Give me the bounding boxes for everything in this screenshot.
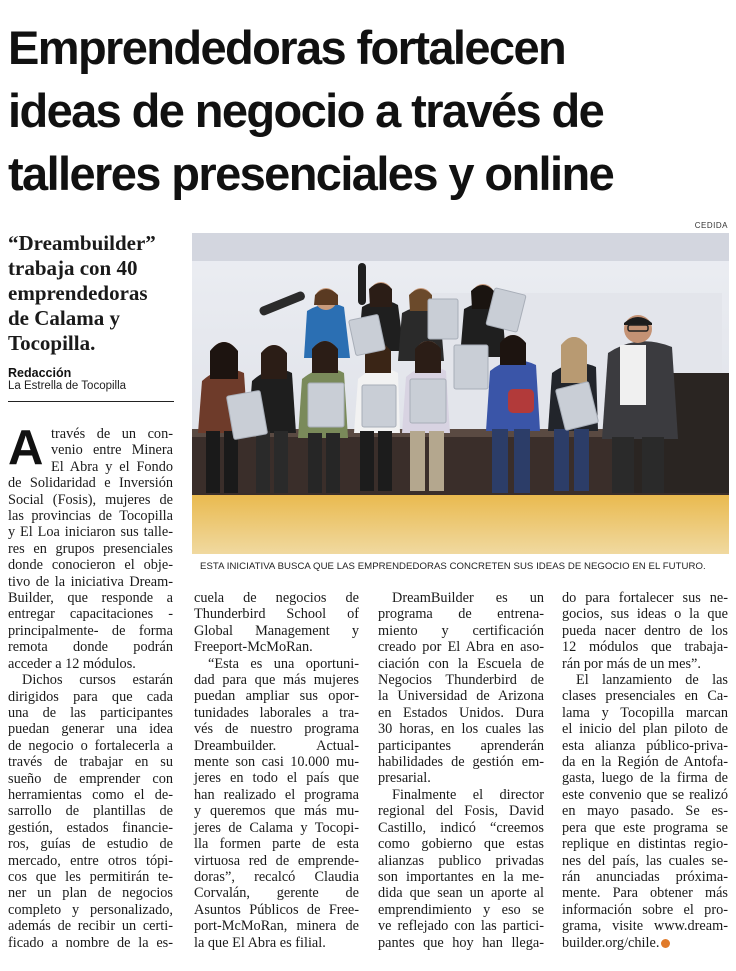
- text-line: res en grupos presenciales: [8, 540, 173, 557]
- headline: [8, 16, 732, 205]
- text-line: este convenio que se realizó: [562, 786, 728, 803]
- text-line: El Abra y el Fondo: [51, 458, 173, 475]
- drop-cap: A: [8, 421, 44, 475]
- text-line: gocios, sus ideas o la que: [562, 606, 728, 623]
- text-line: nes del país, las cuales se-: [562, 852, 728, 869]
- headline-line: talleres presenciales y online: [8, 147, 614, 200]
- text-line: sarrollo de plantillas de: [8, 803, 173, 820]
- byline-divider: [8, 401, 174, 402]
- text-line: de Solidaridad e Inversión: [8, 475, 173, 492]
- article-column-2: [194, 590, 359, 951]
- text-line: port-McMoRan, minera de: [194, 918, 359, 935]
- group-photo: [192, 233, 729, 554]
- text-line: cuela de negocios de: [194, 590, 359, 606]
- text-line: Castillo, indicó “creemos: [378, 819, 544, 836]
- text-line: herramientas como el de-: [8, 786, 173, 803]
- text-line: Global Management y: [194, 622, 359, 639]
- text-line: ficado a nombre de la es-: [8, 934, 173, 951]
- text-line: tunidades laborales a tra-: [194, 704, 359, 721]
- text-line: da en la Región de Antofa-: [562, 754, 728, 771]
- text-line: 12 módulos que trabaja-: [562, 639, 728, 656]
- text-line: ve reflejado con las partici-: [378, 918, 544, 935]
- article-column-1: [8, 421, 173, 951]
- text-line: la que El Abra es filial.: [194, 934, 326, 951]
- text-line: gestión, estados financie-: [8, 819, 173, 836]
- subheadline-line: emprendedoras: [8, 281, 148, 305]
- text-line: ner un plan de negocios: [8, 885, 173, 902]
- text-line: dad para que más mujeres: [194, 672, 359, 689]
- text-line: programa de entrena-: [378, 606, 544, 623]
- headline-line: ideas de negocio a través de: [8, 84, 604, 137]
- photo-credit: CEDIDA: [694, 221, 728, 230]
- text-line: además de recibir un certi-: [8, 918, 173, 935]
- text-line: jeres en todo el país que: [194, 770, 359, 787]
- text-line: dida que sean un aporte al: [378, 885, 544, 902]
- text-line: doras”, recalcó Claudia: [194, 868, 359, 885]
- text-line: donde conocieron el obje-: [8, 557, 173, 574]
- text-line: El lanzamiento de las: [576, 672, 728, 689]
- text-line: rán anunciadas próxima-: [562, 868, 728, 885]
- text-line: participantes aprenderán: [378, 737, 544, 754]
- text-line: tivo de la iniciativa Dream-: [8, 573, 173, 590]
- text-line: replique en distintas regio-: [562, 836, 728, 853]
- text-line: [562, 935, 728, 951]
- text-line: vés de nuestro programa: [194, 721, 359, 738]
- headline-line: Emprendedoras fortalecen: [8, 21, 566, 74]
- text-line: esta alianza público-priva-: [562, 737, 728, 754]
- text-line: en Estados Unidos. Dura: [378, 704, 544, 721]
- text-line-content: builder.org/chile.: [562, 934, 660, 951]
- text-line: Thunderbird School of: [194, 606, 359, 623]
- text-line: pera que este programa se: [562, 819, 728, 836]
- text-line: la Universidad de Arizona: [378, 688, 544, 705]
- text-line: Freeport-McMoRan.: [194, 639, 313, 656]
- article-column-4: [562, 590, 728, 951]
- text-line: las provincias de Tocopilla: [8, 508, 173, 525]
- text-line: clases presenciales en Ca-: [562, 688, 728, 705]
- text-line: en mayo pasado. Se es-: [562, 803, 728, 820]
- text-line: ros, guías de estudio de: [8, 836, 173, 853]
- photo-ceiling-shadow: [192, 233, 729, 261]
- text-line: grama, visite www.dream-: [562, 918, 728, 935]
- byline-author: Redacción: [8, 366, 72, 380]
- text-line: Finalmente el director: [392, 786, 544, 803]
- text-line: habilidades de gestión em-: [378, 754, 544, 771]
- text-line: través de un con-: [51, 426, 173, 442]
- text-line: puedan ampliar sus opor-: [194, 688, 359, 705]
- text-line: entregar capacitaciones -: [8, 606, 173, 623]
- text-line: venio entre Minera: [51, 442, 173, 459]
- text-line: Dichos cursos estarán: [22, 672, 173, 689]
- text-line: través de trabajar en su: [8, 754, 173, 771]
- text-line: Asuntos Públicos de Free-: [194, 901, 359, 918]
- text-line: y El Loa iniciaron sus talle-: [8, 524, 173, 541]
- text-line: mente son casi 10.000 mu-: [194, 754, 359, 771]
- text-line: pueda nacer dentro de los: [562, 622, 728, 639]
- text-line: Social (Fosis), mujeres de: [8, 491, 173, 508]
- text-line: una de las participantes: [8, 704, 173, 721]
- text-line: alianzas publico privadas: [378, 852, 544, 869]
- text-line: sueño de emprender con: [8, 770, 173, 787]
- text-line: completo y personalizado,: [8, 901, 173, 918]
- text-line: regional del Fosis, David: [378, 803, 544, 820]
- text-line: pantes que hoy han llega-: [378, 934, 544, 951]
- subheadline-line: trabaja con 40: [8, 256, 138, 280]
- text-line: mente. Para obtener más: [562, 885, 728, 902]
- photo-floor: [192, 491, 729, 554]
- text-line: miento y certificación: [378, 622, 544, 639]
- text-line: dirigidos para que cada: [8, 688, 173, 705]
- text-line: lama y Tocopilla marcan: [562, 704, 728, 721]
- text-line: han realizado el programa: [194, 786, 359, 803]
- text-line: puedan generar una idea: [8, 721, 173, 738]
- text-line: “Esta es una oportuni-: [208, 655, 359, 672]
- text-line: información sobre el pro-: [562, 901, 728, 918]
- text-line: y queremos que más mu-: [194, 803, 359, 820]
- text-line: DreamBuilder es un: [392, 590, 544, 606]
- text-line: ciación con la Escuela de: [378, 655, 544, 672]
- text-line: rán por más de un mes”.: [562, 655, 701, 672]
- subheadline-line: Tocopilla.: [8, 331, 96, 355]
- text-line: 30 horas, en los cuales las: [378, 721, 544, 738]
- text-line: son importantes en la me-: [378, 868, 544, 885]
- text-line: lla formen parte de esta: [194, 836, 359, 853]
- photo-caption: ESTA INICIATIVA BUSCA QUE LAS EMPRENDEDORAS CONCRETEN SUS IDEAS DE NEGOCIO EN EL FUTURO.: [200, 561, 706, 572]
- subheadline-line: de Calama y: [8, 306, 120, 330]
- text-line: remota donde podrán: [8, 639, 173, 656]
- text-line: Dreambuilder. Actual-: [194, 737, 359, 754]
- text-line: el inicio del plan piloto de: [562, 721, 728, 738]
- subheadline-line: “Dreambuilder”: [8, 231, 156, 255]
- end-of-article-icon: [661, 939, 670, 948]
- text-line: de negocio o fortalecerla a: [8, 737, 173, 754]
- text-line: emprendimiento y eso se: [378, 901, 544, 918]
- text-line: acceder a 12 módulos.: [8, 655, 136, 672]
- text-line: Negocios Thunderbird de: [378, 672, 544, 689]
- text-line: como gobierno que estas: [378, 836, 544, 853]
- text-line: cos que les permitirán te-: [8, 868, 173, 885]
- text-line: do para fortalecer sus ne-: [562, 590, 728, 606]
- article-column-3: [378, 590, 544, 951]
- text-line: virtuosa red de emprende-: [194, 852, 359, 869]
- text-line: presarial.: [378, 770, 431, 787]
- byline-publication: La Estrella de Tocopilla: [8, 380, 127, 392]
- subheadline: [8, 231, 180, 356]
- text-line: gasta, luego de la firma de: [562, 770, 728, 787]
- text-line: Builder, que responde a: [8, 590, 173, 607]
- text-line: Corvalán, gerente de: [194, 885, 359, 902]
- text-line: creado por El Abra en aso-: [378, 639, 544, 656]
- text-line: mercado, entre otros tópi-: [8, 852, 173, 869]
- text-line: principalmente- de forma: [8, 622, 173, 639]
- text-line: jeres de Calama y Tocopi-: [194, 819, 359, 836]
